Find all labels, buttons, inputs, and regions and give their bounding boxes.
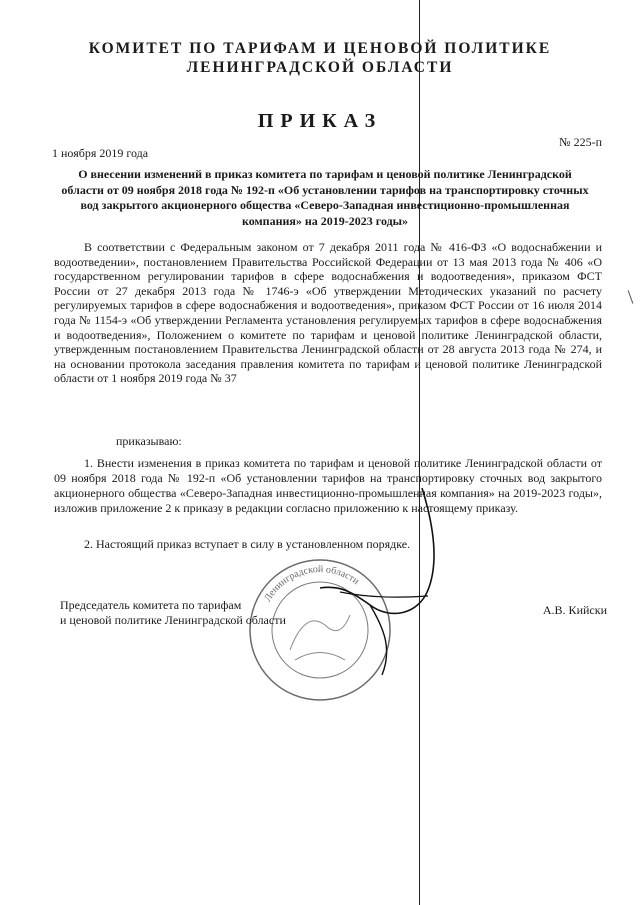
handwritten-signature xyxy=(300,480,450,680)
document-title: ПРИКАЗ xyxy=(257,110,383,132)
signatory-position xyxy=(60,598,286,628)
preamble-text: В соответствии с Федеральным законом от 7 декабря 2011 года № 416-ФЗ «О водоснабжении и водоотведении», постановлением Правительства Российской Федерации от 13 мая 2013 года № 406 «О государственном регулировании тарифов в сфере водоснабжения и водоотведения», приказом ФСТ России от 27 декабря 2013 года № 1746-э «Об утверждении Методических указаний по расчету регулируемых тарифов в сфере водоснабжения и водоотведения», приказом ФСТ России от 16 июля 2014 года № 1154-э «Об утверждении Регламента установления регулируемых тарифов в сфере водоснабжения и водоотведения», Положением о комитете по тарифам и ценовой политике Ленинградской области, утвержденным постановлением Правительства Ленинградской области от 28 августа 2013 года № 274, и на основании протокола заседания правления комитета по тарифам и ценовой политике Ленинградской области от 1 ноября 2019 года № 37 xyxy=(54,240,602,386)
signatory-name: А.В. Кийски xyxy=(542,603,607,617)
document-subject: О внесении изменений в приказ комитета по тарифам и ценовой политике Ленинградской области от 09 ноября 2018 года № 192-п «Об установлении тарифов на транспортировку сточных вод закрытого акционерного общества «Северо-Западная инвестиционно-промышленная компания» на 2019-2023 годы» xyxy=(61,167,589,228)
signatory-position-line2: и ценовой политике Ленинградской области xyxy=(60,613,286,627)
signatory-position-line1: Председатель комитета по тарифам xyxy=(60,598,242,612)
organization-name-line2: ЛЕНИНГРАДСКОЙ ОБЛАСТИ xyxy=(186,59,454,76)
preamble-paragraph xyxy=(54,240,602,386)
document-number: № 225-п xyxy=(559,135,602,149)
scan-fold-line xyxy=(419,0,420,905)
order-item-1-text: 1. Внести изменения в приказ комитета по тарифам и ценовой политике Ленинградской области от 09 ноября 2018 года № 192-п «Об установлении тарифов на транспортировку сточных вод закрытого акционерного общества «Северо-Западная инвестиционно-промышленная компания» на 2019-2023 годы», изложив приложение 2 к приказу в редакции согласно приложению к настоящему приказу. xyxy=(54,456,602,515)
scan-artifact xyxy=(628,290,634,303)
document-date: 1 ноября 2019 года xyxy=(52,146,149,160)
orders-word: приказываю: xyxy=(116,434,182,448)
order-item-2-text: 2. Настоящий приказ вступает в силу в установленном порядке. xyxy=(84,537,411,551)
organization-name-line1: КОМИТЕТ ПО ТАРИФАМ И ЦЕНОВОЙ ПОЛИТИКЕ xyxy=(88,40,552,57)
stamp-text: Ленинградской области xyxy=(262,563,362,604)
